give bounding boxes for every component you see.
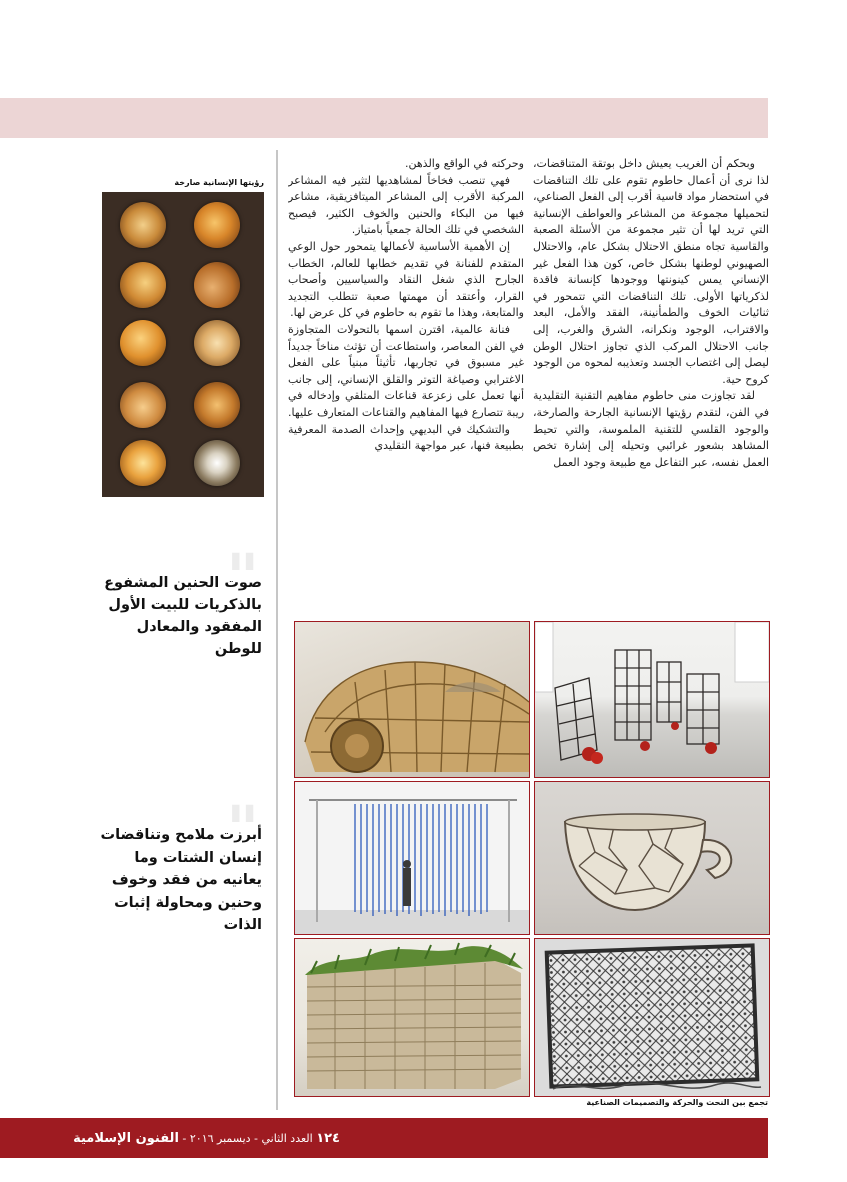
pull-quote: صوت الحنين المشفوع بالذكريات للبيت الأول المفقود والمعادل للوطن [104, 575, 262, 657]
strip-thumb [194, 202, 240, 248]
strip-thumb [194, 262, 240, 308]
photo-rattan-car [294, 621, 530, 778]
article-paragraph: إن الأهمية الأساسية لأعمالها يتمحور حول الوعي المتقدم للفنانة في تقديم خطابها للعالم، الخطاب الجارح الذي شغل النقاد والسياسيين وأصحاب القرار، وأعتقد أن مهمتها صعبة تتطلب التجديد والمتابعة، وهذا ما تقوم به حاطوم في كل عرض لها. [288, 239, 524, 320]
pull-quote: أبرزت ملامح وتناقضات إنسان الشتات وما يعانيه من فقد وخوف وحنين ومحاولة إثبات الذات [100, 827, 262, 933]
strip-thumb [120, 440, 166, 486]
article-paragraph: لقد تجاوزت منى حاطوم مفاهيم التقنية التقليدية في الفن، لتقدم رؤيتها الإنسانية الجارحة والصارخة، والوجود القلسي للتقنية الملموسة، والتي تحيط المشاهد بشعور غرائبي وتحيله إلى إشارة تخص العمل نفسه، عبر التفاعل مع طبيعة وجود العمل [533, 389, 769, 469]
strip-thumb [194, 320, 240, 366]
article-paragraph: وبحكم أن الغريب يعيش داخل بوتقة المتناقضات، لذا نرى أن أعمال حاطوم تقوم على تلك التناقضات في استحضار مواد قاسية أقرب إلى الفعل الصناعي، لتحميلها مجموعة من المشاعر والعواطف الإنسانية التي تريد لها أن تثير مجموعة من الأسئلة الصعبة والقاسية تجاه منطق الاحتلال بشكل عام، والاحتلال الصهيوني لوطنها بشكل خاص، كون هذا الفعل غير الإنساني يمس كينونتها ووجودها كإنسانة فاقدة لذكرياتها الأولى. تلك التناقضات التي تتمحور في ثنائيات الخوف والطمأنينة، الفقد والأمل، البعد والاقتراب، الوجود ونكرانه، الشرق والغرب، إلى جانب الاحتلال المركب الذي تجاوز احتلال الوطن ليصل إلى اغتصاب الجسد وتعذيبه لمحوه من الوجود كروح حية. [533, 157, 769, 386]
strip-thumb [194, 382, 240, 428]
header-band [0, 98, 768, 138]
article-paragraph: وحركته في الواقع والذهن. [405, 157, 524, 170]
article-column-middle [288, 156, 524, 614]
quote-mark-icon: " [226, 792, 260, 867]
endoscopy-strip-image [102, 192, 264, 497]
photo-sandbags [294, 938, 530, 1097]
article-paragraph: فنانة عالمية، اقترن اسمها بالتحولات المتجاوزة في الفن المعاصر، واستطاعت أن تؤثث مناخاً جديداً غير مسبوق في تجاربها، تأثيثاً مبنياً على الفعل الاغترابي وصياغة التوتر والقلق الإنساني، إلى جانب أنها تعمل على زعزعة قناعات المتلقي وإدخاله في ريبة تتصارع فيها المفاهيم والقناعات المتعارف عليها. [288, 322, 524, 419]
footer-info [10, 1131, 340, 1149]
strip-thumb [120, 382, 166, 428]
column-divider [276, 150, 278, 1110]
quote-mark-icon: " [226, 540, 260, 615]
photo-broken-cup [534, 781, 770, 935]
photo-blue-curtain [294, 781, 530, 935]
article-column-right [533, 156, 769, 614]
strip-thumb [120, 320, 166, 366]
magazine-logo: الفنون الإسلامية [73, 1131, 179, 1146]
page-number: ١٢٤ [316, 1131, 340, 1146]
article-paragraph: فهي تنصب فخاخاً لمشاهديها لتثير فيه المشاعر المركبة الأقرب إلى المشاعر الميتافزيقية، مشاعر فيها من البكاء والحنين والخوف الكثير، فيصبح الشخصي في تلك الحالة جمعياً بامتياز. [288, 173, 524, 237]
article-paragraph: والتشكيك في البديهي وإحداث الصدمة المعرفية بطبيعة فنها، عبر مواجهة التقليدي [288, 422, 524, 453]
issue-label: العدد الثاني - ديسمبر ٢٠١٦ - [182, 1132, 313, 1145]
strip-thumb [120, 262, 166, 308]
photo-cages [534, 621, 770, 778]
strip-thumb [194, 440, 240, 486]
strip-caption: رؤيتها الإنسانية صارخة [174, 178, 264, 187]
photo-keffiyeh [534, 938, 770, 1097]
strip-thumb [120, 202, 166, 248]
photos-caption: تجمع بين النحت والحركة والتصميمات الصناعية [586, 1098, 768, 1107]
